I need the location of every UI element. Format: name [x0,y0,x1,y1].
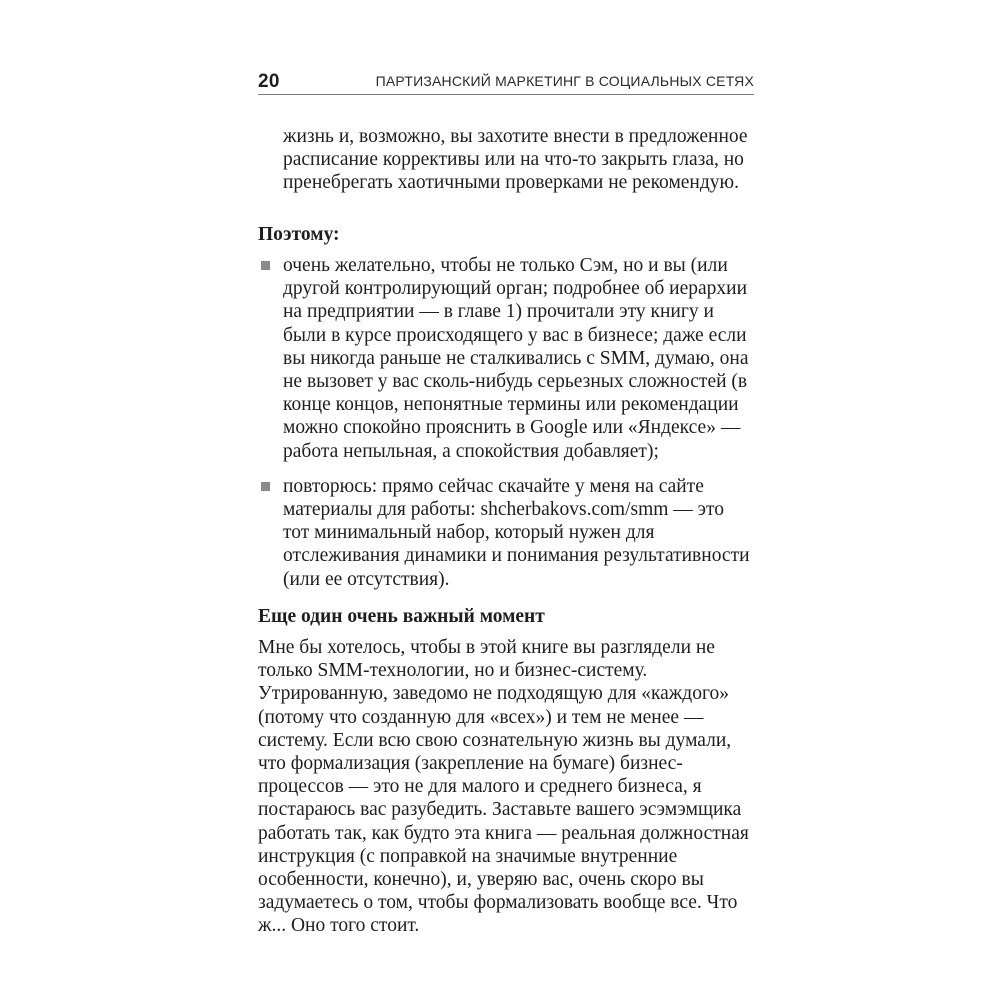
square-bullet-icon [261,261,270,270]
bullet-list [258,254,754,603]
list-item-text: повторюсь: прямо сейчас скачайте у меня на сайте материалы для работы: shcherbakovs.com/smm — это тот минимальный набор, который нужен для отслеживания динамики и понимания результативности (или ее отсутствия). [283,475,750,590]
running-title: ПАРТИЗАНСКИЙ МАРКЕТИНГ В СОЦИАЛЬНЫХ СЕТЯХ [375,73,754,89]
list-item [258,254,754,463]
page-header [258,66,754,95]
list-item-text: очень желательно, чтобы не только Сэм, но и вы (или другой контролирующий орган; подробнее об иерархии на предприятии — в главе 1) прочитали эту книгу и были в курсе происходящего у вас в бизнесе; даже если вы никогда раньше не сталкивались с SMM, думаю, она не вызовет у вас сколь-нибудь серьезных сложностей (в конце концов, непонятные термины или рекомендации можно спокойно прояснить в Google или «Яндексе» — работа непыльная, а спокойствия добавляет); [283,255,749,462]
square-bullet-icon [261,482,270,491]
section-heading-important-moment: Еще один очень важный момент [258,606,545,627]
final-paragraph: Мне бы хотелось, чтобы в этой книге вы разглядели не только SMM-технологии, но и бизнес-систему. Утрированную, заведомо не подходящую для «каждого» (потому что созданную для «всех») и тем не менее — систему. Если всю свою сознательную жизнь вы думали, что формализация (закрепление на бумаге) бизнес-процессов — это не для малого и среднего бизнеса, я постараюсь вас разубедить. Заставьте вашего эсэмэмщика работать так, как будто эта книга — реальная должностная инструкция (с поправкой на значимые внутренние особенности, конечно), и, уверяю вас, очень скоро вы задумаетесь о том, чтобы формализовать вообще все. Что ж... Оно того стоит. [258,637,749,937]
page-number: 20 [258,71,280,92]
section-heading-therefore: Поэтому: [258,224,340,245]
list-item [258,475,754,591]
intro-paragraph: жизнь и, возможно, вы захотите внести в предложенное расписание коррективы или на что-то закрыть глаза, но пренебрегать хаотичными проверками не рекомендую. [283,126,748,194]
